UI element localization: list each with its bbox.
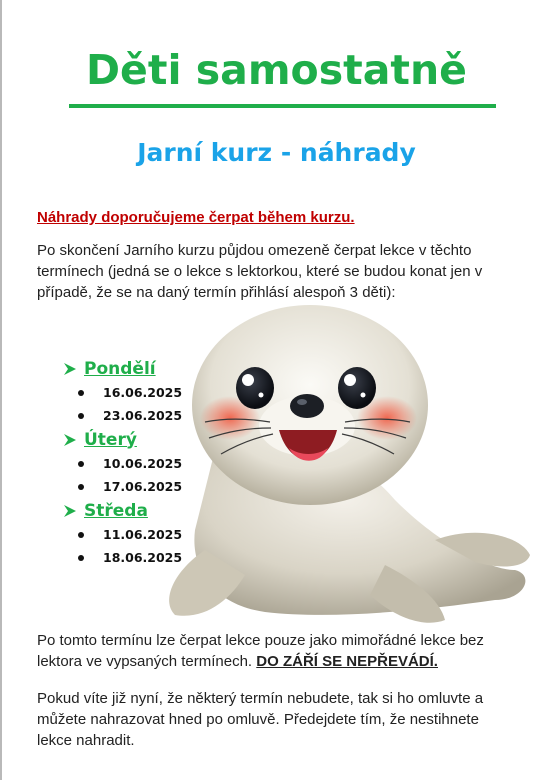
date-text: 18.06.2025 [103, 550, 183, 565]
bullet-icon [78, 532, 84, 538]
date-text: 16.06.2025 [103, 385, 183, 400]
day-item-streda [62, 498, 262, 523]
day-item-utery [62, 427, 262, 452]
bullet-icon [78, 461, 84, 467]
date-item [62, 404, 262, 427]
closing-paragraph: Pokud víte již nyní, že některý termín nebudete, tak si ho omluvte a můžete nahrazovat hned po omluvě. Předejdete tím, že nestihnete lekce nahradit. [37, 690, 484, 749]
page-left-border [0, 0, 2, 780]
arrow-right-icon [62, 503, 78, 519]
page-subtitle: Jarní kurz - náhrady [137, 138, 416, 167]
date-text: 11.06.2025 [103, 527, 183, 542]
date-item [62, 475, 262, 498]
page-title: Děti samostatně [86, 46, 467, 94]
day-label: Pondělí [84, 358, 156, 379]
bullet-icon [78, 413, 84, 419]
title-underline [69, 104, 496, 108]
date-text: 23.06.2025 [103, 408, 183, 423]
bullet-icon [78, 390, 84, 396]
after-text: Po tomto termínu lze čerpat lekce pouze jako mimořádné lekce bez lektora ve vypsaných termínech. [37, 632, 484, 670]
intro-paragraph: Po skončení Jarního kurzu půjdou omezeně čerpat lekce v těchto termínech (jedná se o lekce s lektorkou, které se budou konat jen v případě, že se na daný termín přihlásí alespoň 3 děti): [37, 242, 483, 301]
day-item-pondeli [62, 356, 262, 381]
after-emphasis: DO ZÁŘÍ SE NEPŘEVÁDÍ. [256, 653, 438, 670]
date-item [62, 546, 262, 569]
date-item [62, 381, 262, 404]
date-item [62, 452, 262, 475]
notice-text: Náhrady doporučujeme čerpat během kurzu. [37, 209, 355, 226]
day-label: Úterý [84, 429, 137, 450]
bullet-icon [78, 555, 84, 561]
date-text: 17.06.2025 [103, 479, 183, 494]
date-text: 10.06.2025 [103, 456, 183, 471]
after-paragraph [37, 630, 517, 672]
day-label: Středa [84, 500, 148, 521]
date-item [62, 523, 262, 546]
arrow-right-icon [62, 432, 78, 448]
schedule-list [62, 356, 262, 569]
bullet-icon [78, 484, 84, 490]
arrow-right-icon [62, 361, 78, 377]
